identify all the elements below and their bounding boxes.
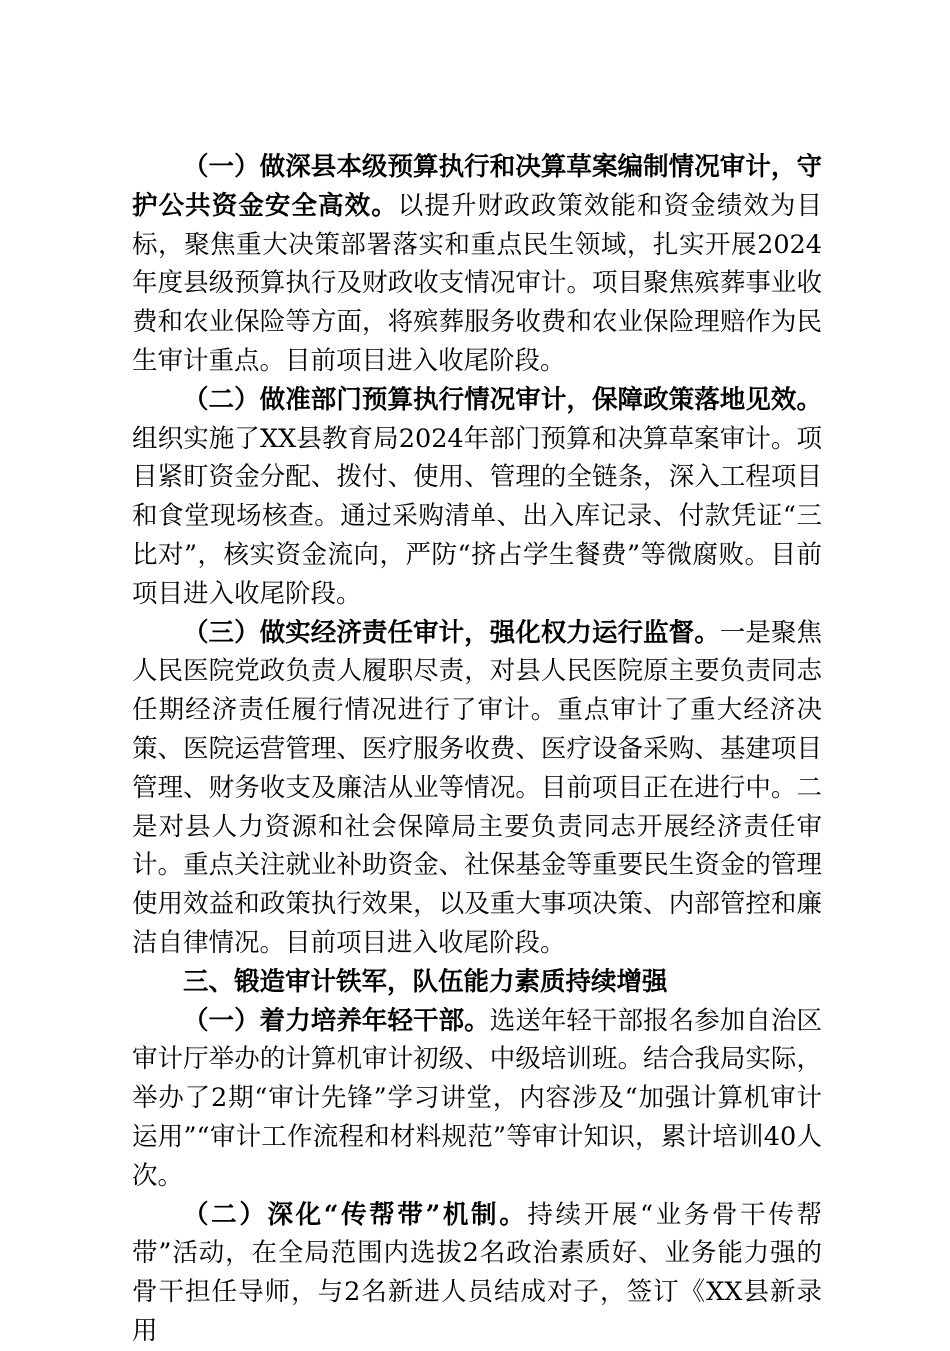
paragraph-department-audit (132, 381, 822, 614)
paragraph-lead: （三）做实经济责任审计，强化权力运行监督。 (183, 617, 720, 648)
paragraph-body: 选送年轻干部报名参加自治区审计厅举办的计算机审计初级、中级培训班。结合我局实际，举办了2期“审计先锋”学习讲堂，内容涉及“加强计算机审计运用”“审计工作流程和材料规范”等审计知识，累计培训40人次。 (132, 1005, 822, 1191)
paragraph-body: 持续开展“业务骨干传帮带”活动，在全局范围内选拔2名政治素质好、业务能力强的骨干担任导师，与2名新进人员结成对子，签订《XX县新录用 (132, 1199, 822, 1346)
paragraph-lead: （一）着力培养年轻干部。 (183, 1005, 490, 1036)
section-heading: 三、锻造审计铁军，队伍能力素质持续增强 (183, 966, 668, 997)
paragraph-young-cadres (132, 1002, 822, 1196)
paragraph-body: 组织实施了XX县教育局2024年部门预算和决算草案审计。项目紧盯资金分配、拨付、使用、管理的全链条，深入工程项目和食堂现场核查。通过采购清单、出入库记录、付款凭证“三比对”，核实资金流向，严防“挤占学生餐费”等微腐败。目前项目进入收尾阶段。 (132, 423, 822, 609)
paragraph-mentoring (132, 1196, 822, 1351)
paragraph-body: 以提升财政政策效能和资金绩效为目标，聚焦重大决策部署落实和重点民生领域，扎实开展2024年度县级预算执行及财政收支情况审计。项目聚焦殡葬事业收费和农业保险等方面，将殡葬服务收费和农业保险理赔作为民生审计重点。目前项目进入收尾阶段。 (132, 190, 822, 376)
document-page (132, 148, 822, 1351)
paragraph-lead: （一）做深县本级预算执行和决算草案编制情况审计，守护公共资金安全高效。 (132, 152, 822, 221)
paragraph-lead: （二）做准部门预算执行情况审计，保障政策落地见效。 (183, 384, 822, 415)
paragraph-budget-audit (132, 148, 822, 381)
paragraph-lead: （二）深化“传帮带”机制。 (183, 1199, 528, 1230)
paragraph-body: 一是聚焦人民医院党政负责人履职尽责，对县人民医院原主要负责同志任期经济责任履行情况进行了审计。重点审计了重大经济决策、医院运营管理、医疗服务收费、医疗设备采购、基建项目管理、财务收支及廉洁从业等情况。目前项目正在进行中。二是对县人力资源和社会保障局主要负责同志开展经济责任审计。重点关注就业补助资金、社保基金等重要民生资金的管理使用效益和政策执行效果，以及重大事项决策、内部管控和廉洁自律情况。目前项目进入收尾阶段。 (132, 617, 822, 958)
paragraph-economic-responsibility-audit (132, 614, 822, 963)
